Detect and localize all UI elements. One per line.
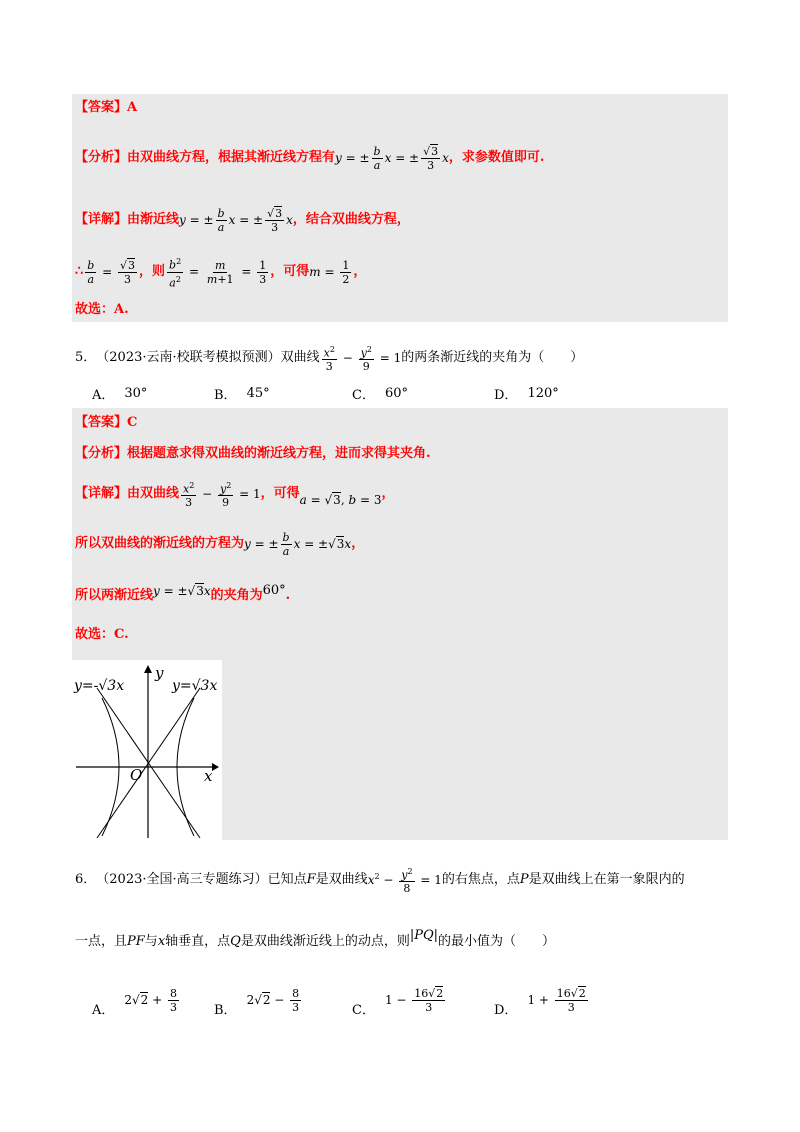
q6-line2-d: 是双曲线渐近线上的动点，则 bbox=[240, 934, 410, 949]
q6-var-P: P bbox=[519, 872, 529, 887]
detail-label-2: 【详解】由双曲线 bbox=[75, 486, 180, 501]
q6-var-F: F bbox=[306, 872, 316, 887]
q6-hyperbola: $x^2$ − $\frac{y^2}{8}$ = 1 bbox=[367, 866, 442, 896]
therefore-sign: ∴ bbox=[75, 264, 84, 279]
q6-line2-b: 与 bbox=[144, 934, 158, 949]
detail-label: 【详解】由渐近线 bbox=[75, 212, 180, 227]
q6-var-Q: Q bbox=[230, 934, 241, 949]
can-get-text: ，可得 bbox=[270, 264, 310, 279]
angle-tail: . bbox=[285, 588, 291, 603]
option-label: A． bbox=[92, 1002, 115, 1018]
square-ratio-equation: $\frac{b^2}{a^2}$ = $\frac{m}{m+1}$ = $\frac{1}{3}$ bbox=[169, 256, 267, 290]
label-origin: O bbox=[130, 766, 143, 784]
detail-line-2 bbox=[75, 474, 394, 514]
q6-var-PF: PF bbox=[127, 934, 145, 949]
asymptote-line-2 bbox=[75, 524, 364, 564]
choose-line-1 bbox=[75, 300, 129, 320]
option-d-expr: 1 + $\frac{16√2}{3}$ bbox=[527, 986, 586, 1014]
q6-mid1: 是双曲线 bbox=[315, 872, 368, 887]
label-right-asymptote: y=√3x bbox=[172, 678, 218, 694]
answer-label-2: 【答案】C bbox=[75, 415, 138, 430]
option-value: 30° bbox=[124, 386, 148, 401]
option-label: B． bbox=[214, 1002, 237, 1018]
detail-hyperbola: $\frac{x^2}{3}$ − $\frac{y^2}{9}$ = 1 bbox=[183, 480, 261, 510]
q5-option-c[interactable] bbox=[352, 384, 408, 403]
q6-number: 6． bbox=[75, 872, 97, 887]
asymptote-equation-2: y = ± $\frac{b}{a}$ x = ± $\frac{√3}{3}$ x bbox=[179, 206, 293, 234]
q6-mid2: 的右焦点，点 bbox=[441, 872, 520, 887]
analysis-tail: ，求参数值即可. bbox=[448, 150, 545, 165]
q6-option-c[interactable] bbox=[352, 980, 447, 1020]
option-label: C． bbox=[352, 388, 375, 403]
a-b-values: a = √3, b = 3 bbox=[299, 493, 382, 507]
ratio-equation: $\frac{b}{a}$ = $\frac{√3}{3}$ bbox=[87, 258, 136, 286]
label-y-axis: y bbox=[155, 664, 164, 682]
y-axis-arrow bbox=[144, 665, 152, 673]
analysis-line-2 bbox=[75, 444, 431, 464]
x-axis-arrow bbox=[212, 763, 219, 771]
label-x-axis: x bbox=[204, 767, 213, 785]
option-label: B． bbox=[214, 388, 237, 403]
answer-line-2 bbox=[75, 413, 137, 433]
q6-option-d[interactable] bbox=[494, 980, 590, 1020]
option-label: D． bbox=[494, 388, 518, 403]
q5-option-d[interactable] bbox=[494, 384, 559, 403]
option-value: 60° bbox=[384, 386, 408, 401]
q5-stem-tail: 的两条渐近线的夹角为（ ） bbox=[401, 350, 584, 365]
comma: ， bbox=[353, 264, 367, 279]
asym-equation: y = ± $\frac{b}{a}$ x = ±√3x bbox=[244, 530, 352, 558]
q6-line2-a: 一点，且 bbox=[75, 934, 128, 949]
detail-tail-2: ， bbox=[381, 486, 395, 501]
then-text: ，则 bbox=[139, 264, 166, 279]
asymptote-equation: y = ± $\frac{b}{a}$ x = ± $\frac{√3}{3}$ x bbox=[335, 144, 449, 172]
q5-option-b[interactable] bbox=[214, 384, 270, 403]
angle-line bbox=[75, 582, 290, 610]
therefore-line bbox=[75, 252, 366, 292]
label-left-asymptote: y=-√3x bbox=[74, 678, 125, 694]
choose-text-1: 故选：A. bbox=[75, 302, 129, 317]
analysis-line-1 bbox=[75, 138, 544, 178]
detail-mid-2: ，可得 bbox=[260, 486, 300, 501]
question-6-line-1 bbox=[75, 860, 685, 900]
angle-value: 60° bbox=[262, 583, 286, 598]
option-value: 45° bbox=[246, 386, 270, 401]
choose-text-2: 故选：C. bbox=[75, 627, 129, 642]
option-b-expr: 2√2 − $\frac{8}{3}$ bbox=[246, 986, 300, 1014]
detail-line-1 bbox=[75, 200, 410, 240]
hyperbola-figure bbox=[72, 660, 222, 840]
analysis-label: 【分析】由双曲线方程，根据其渐近线方程有 bbox=[75, 150, 336, 165]
q6-source: （2023·全国·高三专题练习）已知点 bbox=[96, 872, 307, 887]
q6-mid3: 是双曲线上在第一象限内的 bbox=[528, 872, 685, 887]
angle-asymptotes: y = ±√3x bbox=[153, 584, 211, 598]
q6-var-PQ: |PQ| bbox=[409, 928, 439, 943]
option-value: 120° bbox=[527, 386, 559, 401]
answer-label: 【答案】A bbox=[75, 100, 138, 115]
q5-hyperbola: $\frac{x^2}{3}$ − $\frac{y^2}{9}$ = 1 bbox=[323, 344, 402, 374]
question-6-line-2 bbox=[75, 930, 555, 954]
q5-option-a[interactable] bbox=[92, 384, 147, 403]
detail-tail: ，结合双曲线方程， bbox=[292, 212, 410, 227]
m-value: m = $\frac{1}{2}$ bbox=[309, 258, 350, 286]
option-label: D． bbox=[494, 1002, 518, 1018]
question-5 bbox=[75, 340, 583, 376]
q5-number: 5． bbox=[75, 350, 97, 365]
asym-label: 所以双曲线的渐近线的方程为 bbox=[75, 536, 245, 551]
angle-mid: 的夹角为 bbox=[210, 588, 263, 603]
asym-tail: ， bbox=[351, 536, 365, 551]
option-label: A． bbox=[92, 388, 115, 403]
answer-line-1 bbox=[75, 98, 137, 118]
analysis-text-2: 【分析】根据题意求得双曲线的渐近线方程，进而求得其夹角. bbox=[75, 446, 431, 461]
choose-line-2 bbox=[75, 625, 129, 645]
q6-line2-e: 的最小值为（ ） bbox=[438, 934, 556, 949]
option-a-expr: 2√2 + $\frac{8}{3}$ bbox=[124, 986, 177, 1014]
q6-var-x: x bbox=[157, 934, 166, 949]
hyperbola-svg bbox=[72, 660, 222, 840]
option-label: C． bbox=[352, 1002, 375, 1018]
option-c-expr: 1 − $\frac{16√2}{3}$ bbox=[384, 986, 444, 1014]
q6-line2-c: 轴垂直，点 bbox=[165, 934, 231, 949]
q6-option-b[interactable] bbox=[214, 980, 303, 1020]
q5-source: （2023·云南·校联考模拟预测）双曲线 bbox=[96, 350, 320, 365]
q6-option-a[interactable] bbox=[92, 980, 181, 1020]
angle-label: 所以两渐近线 bbox=[75, 588, 154, 603]
